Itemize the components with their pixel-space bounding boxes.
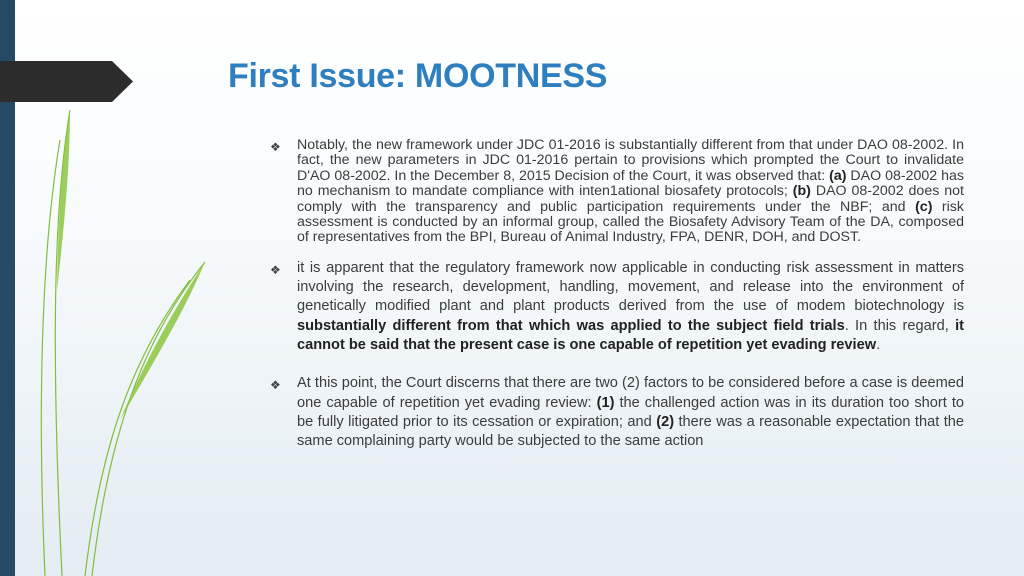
bullet-item (270, 259, 964, 355)
diamond-bullet-icon: ❖ (270, 140, 281, 154)
bullet-text: At this point, the Court discerns that there are two (2) factors to be considered before a case is deemed one capable of repetition yet evading review: (297, 375, 964, 411)
bullet-text-emphasis: (b) (792, 183, 811, 200)
bullet-text-emphasis: (a) (829, 167, 847, 184)
bullet-text-emphasis: (1) (596, 394, 615, 411)
bullet-text: the challenged action was in its duration too short to be fully litigated prior to its cessation or expiration; and (297, 394, 964, 430)
bullet-text: DAO 08-2002 has no mechanism to mandate compliance with inten1ational biosafety protocols; (297, 167, 964, 200)
bullet-text: DAO 08-2002 does not comply with the transparency and public participation requirements under the NBF; and (297, 183, 964, 215)
title-tab-shape (0, 61, 133, 102)
bullet-list (270, 138, 964, 452)
page-title: First Issue: MOOTNESS (228, 57, 608, 95)
bullet-item (270, 138, 964, 246)
diamond-bullet-icon: ❖ (270, 262, 281, 277)
bullet-text: risk assessment is conducted by an informal group, called the Biosafety Advisory Team of the DA, composed of representatives from the BPI, Bureau of Animal Industry, FPA, DENR, DOH, and DOST. (297, 198, 964, 246)
bullet-item (270, 374, 964, 451)
bullet-text-emphasis: (2) (656, 413, 675, 430)
bullet-text-emphasis: (c) (915, 198, 933, 215)
bullet-text: . (876, 337, 881, 354)
bullet-text: Notably, the new framework under JDC 01-2016 is substantially different from that under DAO 08-2002. In fact, the new parameters in JDC 01-2016 pertain to provisions which prompted the Court to invalidate D'AO 08-2002. In the December 8, 2015 Decision of the Court, it was observed that: (297, 137, 964, 184)
bullet-text-emphasis: it cannot be said that the present case is one capable of repetition yet evading review (297, 317, 964, 354)
bullet-text-emphasis: substantially different from that which was applied to the subject field trials (297, 317, 845, 334)
diamond-bullet-icon: ❖ (270, 378, 281, 393)
bullet-text: it is apparent that the regulatory framework now applicable in conducting risk assessment in matters involving the research, development, handling, movement, and release into the environment of genetically modified plant and plant products derived from the use of modem biotechnology is (297, 259, 964, 315)
bullet-text: there was a reasonable expectation that the same complaining party would be subjected to the same action (297, 413, 964, 450)
bullet-text: . In this regard, (844, 317, 956, 334)
